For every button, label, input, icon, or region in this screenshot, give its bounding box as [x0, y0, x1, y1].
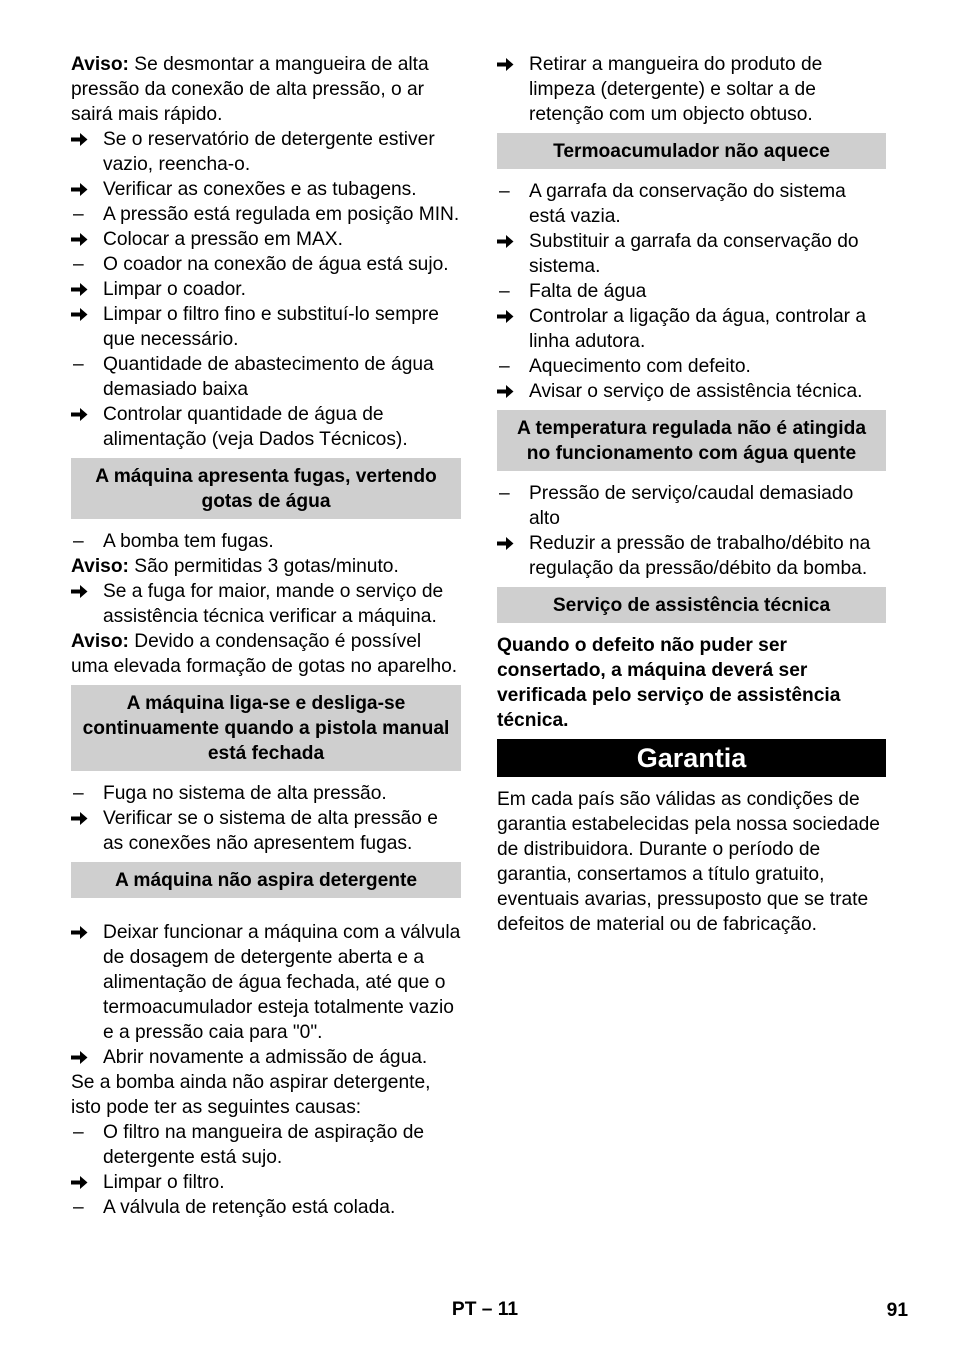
arrow-marker — [71, 1045, 97, 1065]
action-item — [71, 920, 461, 1045]
item-text: A válvula de retenção está colada. — [103, 1197, 396, 1218]
arrow-right-icon — [71, 307, 88, 322]
item-text: A garrafa da conservação do sistema está vazia. — [529, 181, 846, 227]
action-item — [71, 127, 461, 177]
arrow-right-icon — [71, 232, 88, 247]
cause-item — [71, 1195, 461, 1220]
cause-item — [71, 781, 461, 806]
action-item — [71, 402, 461, 452]
action-item — [497, 229, 886, 279]
arrow-marker — [71, 177, 97, 197]
right-column — [497, 52, 886, 937]
arrow-right-icon — [71, 407, 88, 422]
cause-item — [497, 481, 886, 531]
paragraph-text: Devido a condensação é possível uma elevada formação de gotas no aparelho. — [71, 631, 458, 677]
item-text: Se o reservatório de detergente estiver vazio, reencha-o. — [103, 129, 435, 175]
item-text: Pressão de serviço/caudal demasiado alto — [529, 483, 854, 529]
item-text: Limpar o coador. — [103, 279, 246, 300]
dash-marker: – — [73, 254, 84, 275]
cause-item — [71, 1120, 461, 1170]
paragraph-text: Em cada país são válidas as condições de garantia estabelecidas pela nossa sociedade de distribuidora. Durante o período de garantia, consertamos a título gratuito, eventuais avarias, pressuposto que se trate defeitos de material ou de fabricação. — [497, 789, 880, 935]
action-item — [71, 277, 461, 302]
arrow-right-icon — [71, 182, 88, 197]
chapter-title: Garantia — [497, 739, 886, 777]
action-item — [497, 52, 886, 127]
item-text: Retirar a mangueira do produto de limpeza (detergente) e soltar a de retenção com um objecto obtuso. — [529, 54, 823, 125]
arrow-right-icon — [71, 584, 88, 599]
action-item — [71, 579, 461, 629]
arrow-right-icon — [71, 282, 88, 297]
arrow-marker — [71, 402, 97, 422]
note-label: Aviso: — [71, 54, 129, 75]
paragraph — [71, 1070, 461, 1120]
item-text: O coador na conexão de água está sujo. — [103, 254, 449, 275]
dash-marker: – — [73, 783, 84, 804]
item-text: Controlar quantidade de água de alimentação (veja Dados Técnicos). — [103, 404, 408, 450]
arrow-marker — [497, 229, 523, 249]
arrow-right-icon — [497, 234, 514, 249]
spacer — [71, 908, 461, 920]
item-text: Aquecimento com defeito. — [529, 356, 751, 377]
arrow-right-icon — [497, 384, 514, 399]
arrow-marker — [71, 127, 97, 147]
item-text: Limpar o filtro. — [103, 1172, 225, 1193]
arrow-marker — [497, 304, 523, 324]
action-item — [71, 227, 461, 252]
note-label: Aviso: — [71, 556, 129, 577]
dash-marker: – — [499, 483, 510, 504]
arrow-right-icon — [71, 811, 88, 826]
arrow-right-icon — [497, 536, 514, 551]
footer-label: PT – 11 — [451, 1299, 519, 1320]
item-text: Verificar as conexões e as tubagens. — [103, 179, 417, 200]
page-number: 91 — [886, 1300, 908, 1321]
section-heading: Serviço de assistência técnica — [497, 587, 886, 623]
cause-item — [497, 179, 886, 229]
dash-marker: – — [73, 204, 84, 225]
arrow-marker — [71, 806, 97, 826]
cause-item — [71, 202, 461, 227]
paragraph — [71, 554, 461, 579]
action-item — [497, 379, 886, 404]
item-text: Limpar o filtro fino e substituí-lo sempre que necessário. — [103, 304, 439, 350]
dash-marker: – — [499, 356, 510, 377]
cause-item — [497, 279, 886, 304]
action-item — [71, 302, 461, 352]
action-item — [71, 806, 461, 856]
dash-marker: – — [499, 281, 510, 302]
item-text: Falta de água — [529, 281, 647, 302]
arrow-right-icon — [71, 1175, 88, 1190]
arrow-marker — [497, 52, 523, 72]
paragraph-text: Se a bomba ainda não aspirar detergente, isto pode ter as seguintes causas: — [71, 1072, 431, 1118]
arrow-marker — [497, 379, 523, 399]
note-label: Aviso: — [71, 631, 129, 652]
arrow-right-icon — [71, 1050, 88, 1065]
paragraph — [497, 787, 886, 937]
left-column — [71, 52, 461, 1220]
arrow-marker — [71, 302, 97, 322]
paragraph — [71, 629, 461, 679]
paragraph — [71, 52, 461, 127]
paragraph-text: Se desmontar a mangueira de alta pressão da conexão de alta pressão, o ar sairá mais rápido. — [71, 54, 429, 125]
section-heading: A temperatura regulada não é atingida no funcionamento com água quente — [497, 410, 886, 471]
item-text: Avisar o serviço de assistência técnica. — [529, 381, 863, 402]
item-text: Deixar funcionar a máquina com a válvula de dosagem de detergente aberta e a alimentação de água fechada, até que o termoacumulador esteja totalmente vazio e a pressão caia para "0". — [103, 922, 461, 1043]
item-text: Substituir a garrafa da conservação do sistema. — [529, 231, 859, 277]
arrow-right-icon — [71, 132, 88, 147]
cause-item — [497, 354, 886, 379]
action-item — [71, 1045, 461, 1070]
cause-item — [71, 529, 461, 554]
item-text: Reduzir a pressão de trabalho/débito na regulação da pressão/débito da bomba. — [529, 533, 871, 579]
cause-item — [71, 252, 461, 277]
arrow-marker — [71, 579, 97, 599]
section-heading: Termoacumulador não aquece — [497, 133, 886, 169]
section-heading: A máquina liga-se e desliga-se continuamente quando a pistola manual está fechada — [71, 685, 461, 771]
arrow-marker — [71, 277, 97, 297]
dash-marker: – — [73, 531, 84, 552]
item-text: O filtro na mangueira de aspiração de detergente está sujo. — [103, 1122, 425, 1168]
dash-marker: – — [73, 354, 84, 375]
dash-marker: – — [73, 1197, 84, 1218]
action-item — [71, 1170, 461, 1195]
section-heading: A máquina não aspira detergente — [71, 862, 461, 898]
item-text: Verificar se o sistema de alta pressão e as conexões não apresentem fugas. — [103, 808, 438, 854]
dash-marker: – — [73, 1122, 84, 1143]
arrow-marker — [71, 227, 97, 247]
section-heading: A máquina apresenta fugas, vertendo gotas de água — [71, 458, 461, 519]
paragraph-text: São permitidas 3 gotas/minuto. — [128, 556, 399, 577]
dash-marker: – — [499, 181, 510, 202]
arrow-right-icon — [71, 925, 88, 940]
item-text: Fuga no sistema de alta pressão. — [103, 783, 387, 804]
action-item — [497, 304, 886, 354]
bold-paragraph: Quando o defeito não puder ser consertado, a máquina deverá ser verificada pelo serviço de assistência técnica. — [497, 635, 841, 731]
item-text: Abrir novamente a admissão de água. — [103, 1047, 428, 1068]
arrow-marker — [71, 920, 97, 940]
arrow-right-icon — [497, 309, 514, 324]
arrow-marker — [71, 1170, 97, 1190]
item-text: Quantidade de abastecimento de água demasiado baixa — [103, 354, 434, 400]
action-item — [497, 531, 886, 581]
arrow-marker — [497, 531, 523, 551]
cause-item — [71, 352, 461, 402]
item-text: Se a fuga for maior, mande o serviço de assistência técnica verificar a máquina. — [103, 581, 444, 627]
item-text: Colocar a pressão em MAX. — [103, 229, 343, 250]
item-text: A bomba tem fugas. — [103, 531, 274, 552]
item-text: A pressão está regulada em posição MIN. — [103, 204, 460, 225]
item-text: Controlar a ligação da água, controlar a linha adutora. — [529, 306, 867, 352]
arrow-right-icon — [497, 57, 514, 72]
action-item — [71, 177, 461, 202]
